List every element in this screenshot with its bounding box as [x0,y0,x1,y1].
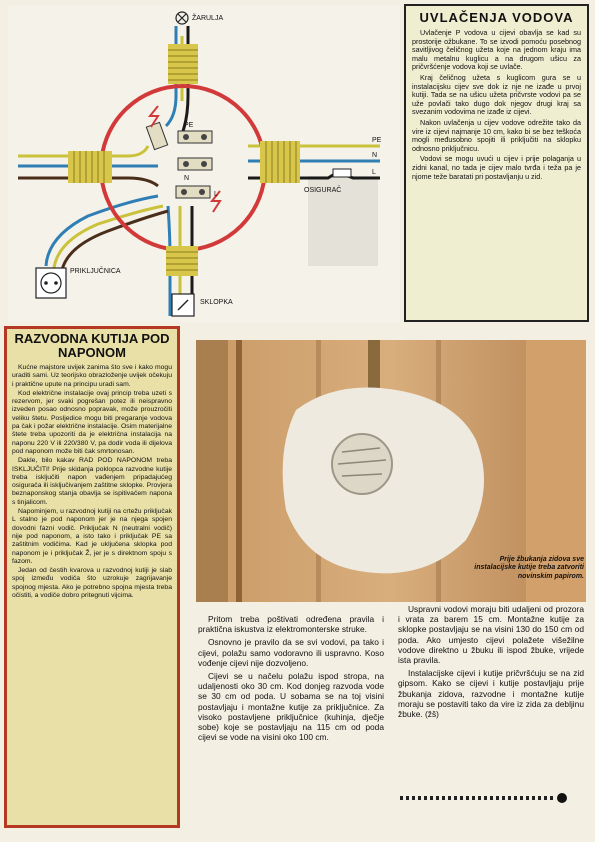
junction-box-schematic [8,6,400,322]
end-dot-icon [557,793,567,803]
body-paragraph: Uspravni vodovi moraju biti udaljeni od prozora i vrata za barem 15 cm. Montažne kutije za sklopke postavljaju se na visini 130 do 150 cm od poda. Ako umjesto cijevi polažete višežilne vodove direktno u žbuku ili ispod žbuke, vrijede ista pravila. [398,604,584,666]
body-column-right [398,604,584,722]
sidebar-paragraph: Jedan od čestih kvarova u razvodnoj kutiji je slab spoj između vodiča što uzrokuje zagrijavanje spojnog mjesta. Ako je potrebno spojna mjesta treba očistiti, a vodiče dobro pritegnuti vijcima. [12,567,172,600]
terminal-pe [178,131,212,143]
switch-icon [172,294,194,316]
body-paragraph: Osnovno je pravilo da se svi vodovi, pa tako i cijevi, polažu samo vodoravno ili uspravno. Koso vođenje cijevi nije dozvoljeno. [198,637,384,668]
conduit-coil-bottom [166,246,198,276]
wiring-diagram [8,6,400,322]
body-paragraph: Pritom treba poštivati određena pravila i praktična iskustva iz elektromonterske struke. [198,614,384,635]
label-n: N [184,175,190,182]
socket-icon [36,268,66,298]
terminal-n [178,158,212,170]
pulling-cables-box [404,4,589,322]
label-right-n: N [372,152,378,159]
pulling-cables-paragraph: Nakon uvlačenja u cijev vodove odrežite tako da vire iz cijevi najmanje 10 cm, kako bi se bez teškoća mogli međusobno spojiti ili priključiti na sklopku odnosno priključnicu. [412,117,581,153]
sidebar-paragraph: Kućne majstore uvijek zanima što sve i kako mogu uraditi sami. Uz teorijsko obrazloženje uvijek očekuju i praktične upute na principu uradi sam. [12,364,172,388]
label-socket: PRIKLJUČNICA [70,268,121,275]
terminal-l [176,186,210,198]
live-junction-box-title: RAZVODNA KUTIJA POD NAPONOM [14,331,170,360]
sidebar-paragraph: Dakle, bilo kakav RAD POD NAPONOM treba ISKLJUČITI! Prije skidanja poklopca razvodne kutije treba isključiti napon vađenjem pripadajućeg osigurača ili isključivanjem zaštitne sklopke. Provjera beznaponskog stanja obavlja se ispitivačem napona s tinjalicom. [12,457,172,506]
conduit-coil-left [68,151,112,183]
fuse-icon [333,169,351,177]
body-paragraph: Cijevi se u načelu polažu ispod stropa, na udaljenosti oko 30 cm. Kod donjeg razvoda vode se 30 cm od poda. U sobama se na toj visini postavljaju i montažne kutije za priključnice. Za visoko postavljene priključnice (kuhinja, dječje sobe) koje se postavljaju na 115 cm od poda cijevi se vode na visini oko 100 cm. [198,671,384,743]
pulling-cables-paragraph: Kraj čeličnog užeta s kuglicom gura se u instalacijsku cijev sve dok iz nje ne izađe u prvoj kutiji. Tada se na ušicu užeta pričvrste vodovi pa se uže povlači tako dugo dok njegov drugi kraj sa svezanim vodovima ne izađe iz cijevi. [412,72,581,117]
end-marker [400,793,568,803]
body-paragraph: Instalacijske cijevi i kutije pričvršćuju se na zid gipsom. Kako se cijevi i kutije postavljaju prije žbukanja zidova, razvodne i montažne kutije moraju se postaviti tako da vire iz zida za debljinu žbuke. (žš) [398,668,584,720]
pulling-cables-paragraph: Vodovi se mogu uvući u cijev i prije polaganja u zidni kanal, no tada je cijev malo tvrđa i teža pa je njome teže baratati pri postavljanju u zid. [412,154,581,181]
conduit-coil-right [260,141,300,183]
pulling-cables-paragraph: Uvlačenje P vodova u cijevi obavlja se kad su prostorije ožbukane. To se izvodi pomoću posebnog savitljivog čeličnog užeta koje na jednom kraju ima malu metalnu kuglicu a na drugom ušicu za pričvršćenje vodova koji se uvlače. [412,28,581,72]
label-right-pe: PE [372,137,382,144]
label-fuse: OSIGURAČ [304,187,342,194]
label-right-l: L [372,169,376,176]
conduit-coil-top [168,44,198,84]
sidebar-paragraph: Kod električne instalacije ovaj princip treba uzeti s rezervom, jer svaki pogrešan potez ili neispravno izveden posao odnosno popravak, može prouzročiti veliku štetu. Posljedice mogu biti pregaranje vodova pa čak i požar električne instalacije. Osim materijalne štete treba upozoriti da je električna instalacija na naponu 220 V ili 220/380 V, pa dodir voda ili dijelova pod naponom može biti čak smrtonosan. [12,389,172,455]
live-junction-box-sidebar [4,326,180,828]
label-pe: PE [184,122,194,129]
label-bulb: ŽARULJA [192,15,224,22]
label-l: L [214,191,218,198]
photo-caption: Prije žbukanja zidova sve instalacijske kutije treba zatvoriti novinskim papirom. [474,556,584,580]
sidebar-paragraph: Napominjem, u razvodnoj kutiji na crtežu priključak L stalno je pod naponom jer je na njega spojen dovodni fazni vodič. Priključak N (neutralni vodič) nije pod naponom, a isto tako i priključak PE sa zaštitnim vodičima. Kad je uključena sklopka pod naponom je i priključak Ž, jer je s direktnom spoju s fazom. [12,508,172,565]
label-switch: SKLOPKA [200,299,233,306]
body-column-left [198,614,384,745]
pulling-cables-title: UVLAČENJA VODOVA [419,10,574,25]
